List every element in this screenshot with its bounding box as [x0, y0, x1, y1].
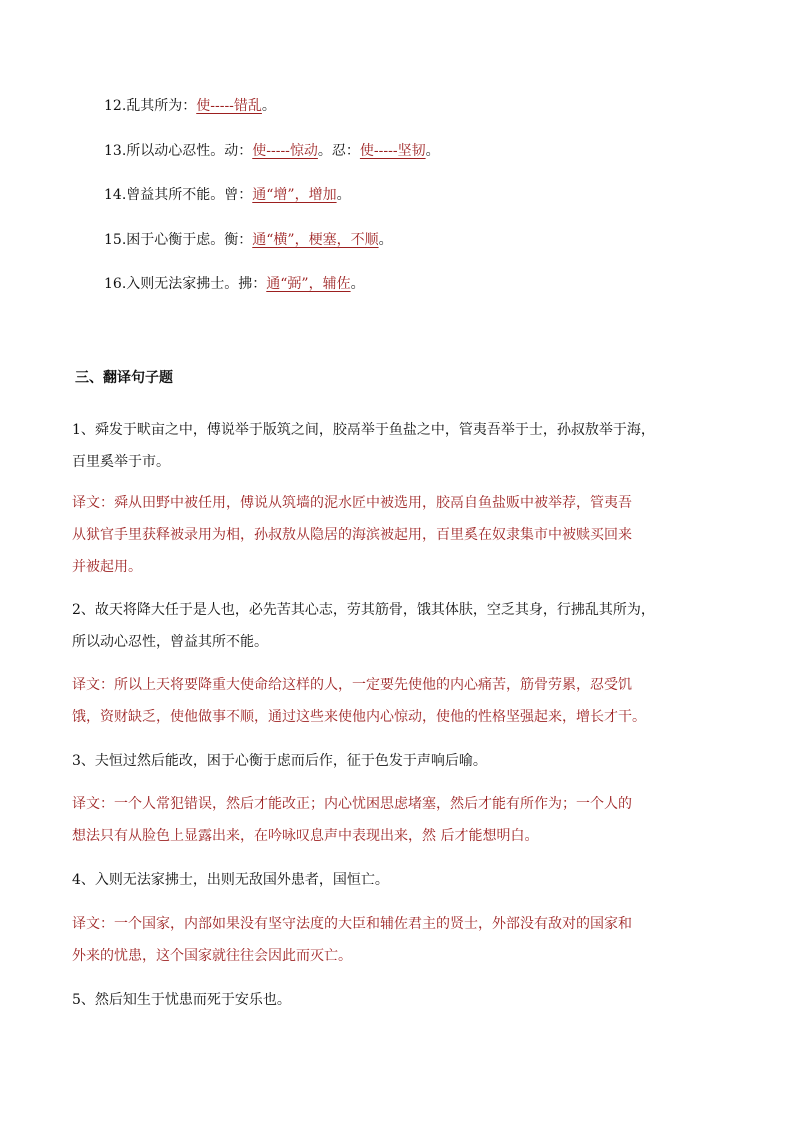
- gloss-phrase: 曾益其所不能。曾：: [126, 187, 253, 203]
- gloss-phrase: 困于心衡于虑。衡：: [126, 232, 253, 248]
- gloss-answer-2: 使-----坚韧: [359, 143, 426, 159]
- text-line: 4、入则无法家拂士，出则无敌国外患者，国恒亡。: [72, 872, 389, 888]
- question-1: [72, 414, 732, 478]
- gloss-answer: 使-----错乱: [196, 98, 262, 114]
- gloss-end: 。: [425, 143, 440, 159]
- gloss-item-12: [104, 96, 276, 116]
- gloss-item-15: [104, 230, 393, 250]
- question-4: [72, 864, 732, 896]
- text-line: 百里奚举于市。: [72, 454, 170, 470]
- gloss-phrase: 乱其所为：: [126, 98, 197, 114]
- text-line: 5、然后知生于忧患而死于安乐也。: [72, 992, 291, 1008]
- gloss-end: 。: [336, 187, 351, 203]
- gloss-answer: 通“横”，梗塞，不顺: [252, 232, 379, 248]
- text-line: 所以动心忍性，曾益其所不能。: [72, 634, 268, 650]
- gloss-number: 14.: [104, 187, 127, 203]
- text-line: 译文：舜从田野中被任用，傅说从筑墙的泥水匠中被选用，胶鬲自鱼盐贩中被举荐，管夷吾: [72, 495, 632, 511]
- gloss-phrase: 入则无法家拂士。拂：: [126, 276, 267, 292]
- text-line: 2、故天将降大任于是人也，必先苦其心志，劳其筋骨，饿其体肤，空乏其身，行拂乱其所为，: [72, 602, 655, 618]
- gloss-end: 。: [261, 98, 276, 114]
- question-5: [72, 984, 732, 1016]
- text-line: 1、舜发于畎亩之中，傅说举于版筑之间，胶鬲举于鱼盐之中，管夷吾举于士，孙叔敖举于海，: [72, 422, 655, 438]
- translation-1: [72, 487, 732, 583]
- text-line: 外来的忧患，这个国家就往往会因此而灭亡。: [72, 948, 352, 964]
- gloss-item-16: [104, 274, 365, 294]
- gloss-number: 13.: [104, 143, 127, 159]
- text-line: 从狱官手里获释被录用为相，孙叔敖从隐居的海滨被起用，百里奚在奴隶集市中被赎买回来: [72, 527, 632, 543]
- question-3: [72, 745, 732, 777]
- text-line: 译文：一个国家，内部如果没有坚守法度的大臣和辅佐君主的贤士，外部没有敌对的国家和: [72, 916, 632, 932]
- translation-2: [72, 669, 732, 733]
- gloss-number: 15.: [104, 232, 127, 248]
- gloss-answer: 使-----惊动: [252, 143, 318, 159]
- section-title: 三、翻译句子题: [75, 370, 173, 386]
- gloss-end: 。: [350, 276, 365, 292]
- gloss-answer: 通“弼”，辅佐: [266, 276, 351, 292]
- gloss-item-13: [104, 141, 440, 161]
- gloss-mid: 。忍：: [317, 143, 360, 159]
- question-2: [72, 594, 732, 658]
- translation-3: [72, 788, 732, 852]
- gloss-number: 16.: [104, 276, 127, 292]
- text-line: 译文：所以上天将要降重大使命给这样的人，一定要先使他的内心痛苦，筋骨劳累，忍受饥: [72, 677, 632, 693]
- text-line: 译文：一个人常犯错误，然后才能改正；内心忧困思虑堵塞，然后才能有所作为；一个人的: [72, 796, 632, 812]
- gloss-answer: 通“增”，增加: [252, 187, 337, 203]
- translation-4: [72, 908, 732, 972]
- text-line: 并被起用。: [72, 559, 142, 575]
- text-line: 3、夫恒过然后能改，困于心衡于虑而后作，征于色发于声响后喻。: [72, 753, 487, 769]
- gloss-item-14: [104, 185, 351, 205]
- gloss-end: 。: [378, 232, 393, 248]
- text-line: 饿，资财缺乏，使他做事不顺，通过这些来使他内心惊动，使他的性格坚强起来，增长才干。: [72, 709, 646, 725]
- gloss-phrase: 所以动心忍性。动：: [126, 143, 253, 159]
- gloss-number: 12.: [104, 98, 127, 114]
- text-line: 想法只有从脸色上显露出来，在吟咏叹息声中表现出来，然 后才能想明白。: [72, 828, 539, 844]
